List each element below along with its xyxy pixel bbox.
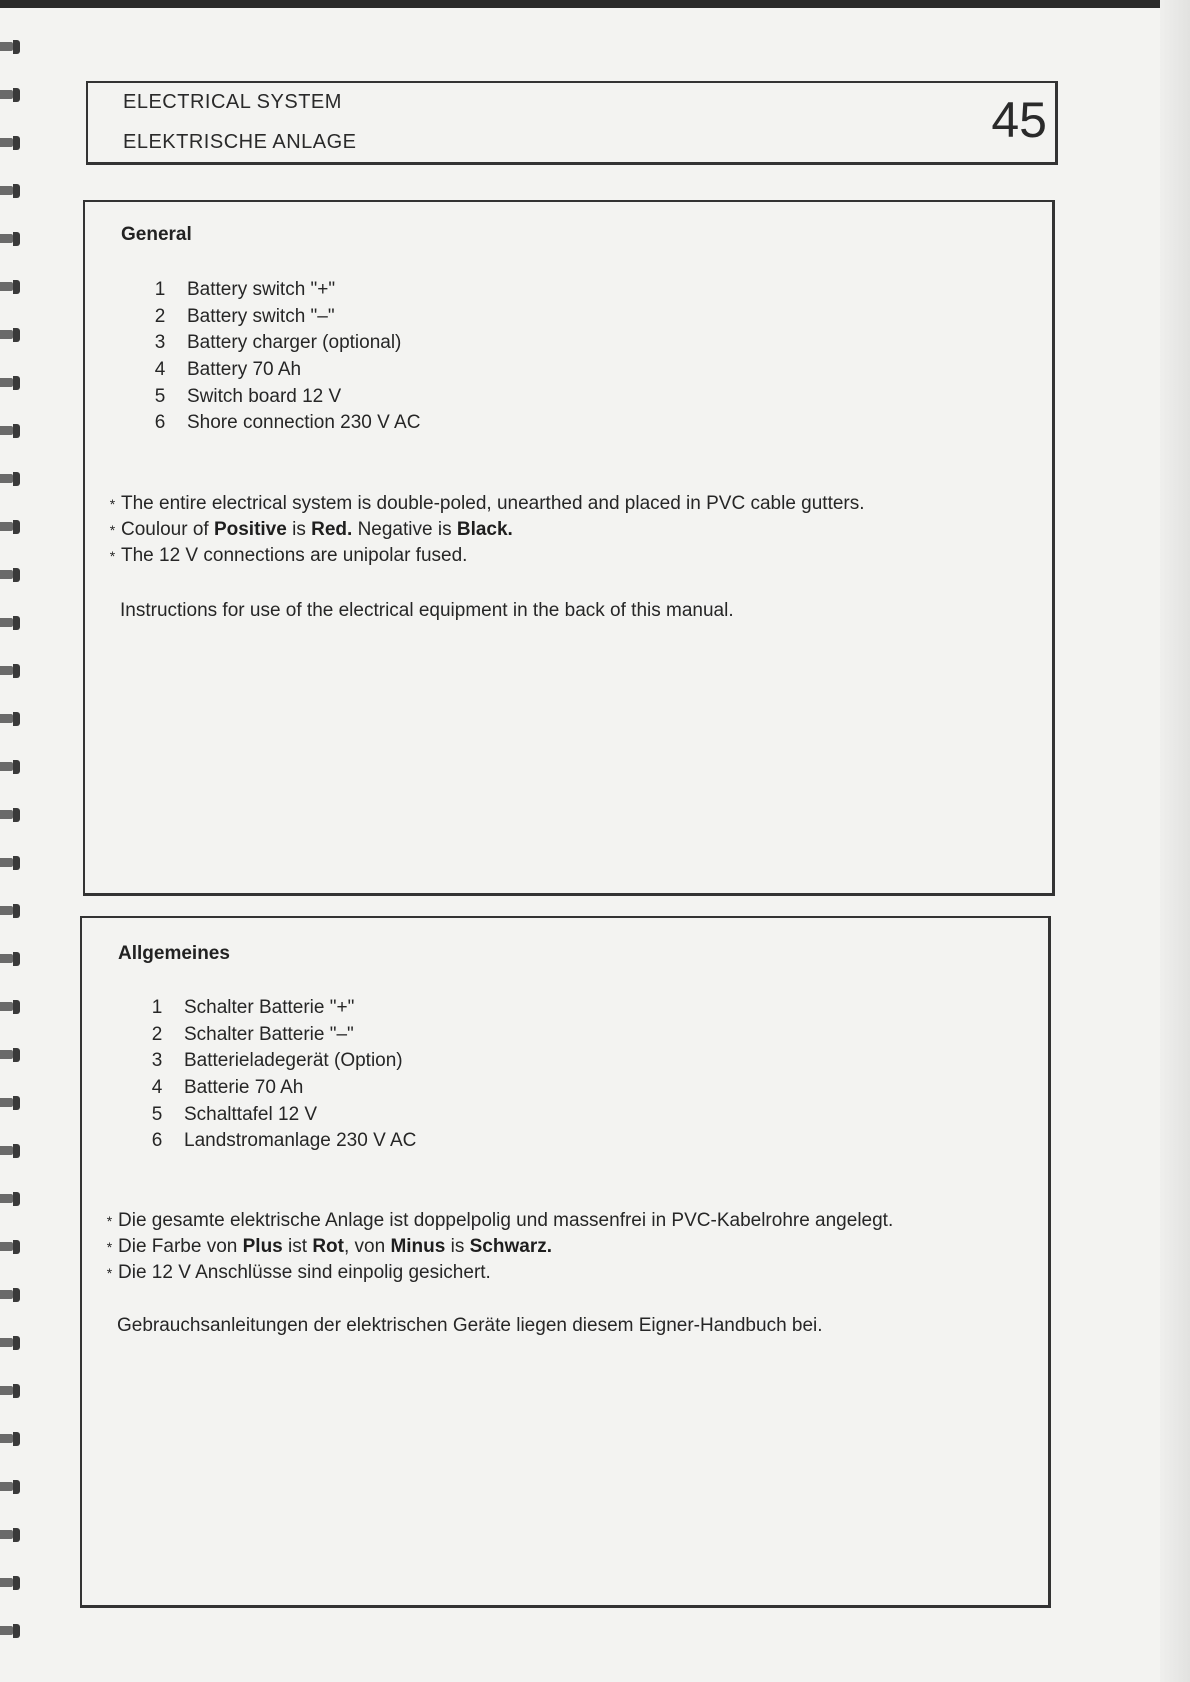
binding-ring <box>0 952 20 966</box>
binding-ring <box>0 1288 20 1302</box>
binding-ring <box>0 904 20 918</box>
list-item <box>133 277 420 304</box>
list-item <box>130 1075 416 1102</box>
binding-ring <box>0 1384 20 1398</box>
item-label: Switch board 12 V <box>187 385 342 407</box>
note-bold: Schwarz. <box>469 1236 552 1257</box>
item-number: 3 <box>151 1050 163 1072</box>
binding-ring <box>0 40 20 54</box>
note-text: ist <box>282 1236 313 1257</box>
list-item <box>130 1048 416 1075</box>
bullet-asterisk: * <box>106 1265 113 1281</box>
note-text: Coulour of <box>121 519 214 540</box>
note-bold: Rot <box>312 1236 344 1257</box>
binding-ring <box>0 1000 20 1014</box>
binding-ring <box>0 1624 20 1638</box>
binding-ring <box>0 136 20 150</box>
binding-ring <box>0 1096 20 1110</box>
note-text: Die Farbe von <box>118 1236 243 1257</box>
binding-ring <box>0 1576 20 1590</box>
list-item <box>133 330 420 357</box>
note <box>101 1260 893 1286</box>
component-list <box>130 995 416 1155</box>
item-label: Schalttafel 12 V <box>184 1103 318 1125</box>
bullet-asterisk: * <box>109 548 116 564</box>
binding-ring <box>0 568 20 582</box>
list-item <box>130 1022 416 1049</box>
bullet-asterisk: * <box>106 1239 113 1255</box>
binding-ring <box>0 88 20 102</box>
list-item <box>133 357 420 384</box>
binding-ring <box>0 808 20 822</box>
note <box>104 491 865 517</box>
binding-ring <box>0 1192 20 1206</box>
section-general <box>83 200 1055 896</box>
binding-ring <box>0 760 20 774</box>
item-number: 2 <box>154 305 166 327</box>
instruction-text: Instructions for use of the electrical equipment in the back of this manual. <box>120 600 734 621</box>
note-text: , von <box>343 1236 391 1257</box>
binding-ring <box>0 424 20 438</box>
binding-ring <box>0 1336 20 1350</box>
list-item <box>133 304 420 331</box>
note <box>101 1208 893 1234</box>
binding-ring <box>0 1480 20 1494</box>
binding-ring <box>0 520 20 534</box>
bullet-asterisk: * <box>109 522 116 538</box>
note-text: is <box>286 519 312 540</box>
notes-list <box>104 491 865 569</box>
note-bold: Black. <box>456 519 513 540</box>
list-item <box>130 1102 416 1129</box>
binding-ring <box>0 328 20 342</box>
note <box>101 1234 893 1260</box>
item-number: 3 <box>154 332 166 354</box>
binding-ring <box>0 664 20 678</box>
header-title-german: ELEKTRISCHE ANLAGE <box>123 131 357 153</box>
binding-ring <box>0 1048 20 1062</box>
item-label: Shore connection 230 V AC <box>187 412 421 434</box>
section-title: General <box>121 224 192 245</box>
header-title-english: ELECTRICAL SYSTEM <box>123 91 342 113</box>
binding-ring <box>0 856 20 870</box>
list-item <box>130 1128 416 1155</box>
note-bold: Red. <box>311 519 353 540</box>
binding-ring <box>0 472 20 486</box>
section-allgemeines <box>80 916 1051 1608</box>
note <box>104 517 865 543</box>
page-header <box>86 81 1058 165</box>
binding-ring <box>0 616 20 630</box>
item-label: Battery 70 Ah <box>187 359 302 381</box>
item-number: 5 <box>151 1103 163 1125</box>
note-bold: Plus <box>242 1236 283 1257</box>
note-bold: Positive <box>213 519 287 540</box>
item-label: Batterie 70 Ah <box>184 1077 304 1099</box>
page-number: 45 <box>991 92 1047 148</box>
binding-ring <box>0 184 20 198</box>
note-text: Negative is <box>352 519 457 540</box>
item-label: Schalter Batterie "–" <box>184 1023 354 1045</box>
note-text: The 12 V connections are unipolar fused. <box>121 545 468 566</box>
item-number: 4 <box>154 359 166 381</box>
note-text: The entire electrical system is double-poled, unearthed and placed in PVC cable gutters. <box>121 493 865 514</box>
item-number: 6 <box>151 1130 163 1152</box>
binding-ring <box>0 1528 20 1542</box>
list-item <box>133 410 420 437</box>
item-label: Battery switch "+" <box>187 279 336 300</box>
item-number: 2 <box>151 1023 163 1045</box>
spiral-binding <box>0 40 26 1670</box>
instruction-text: Gebrauchsanleitungen der elektrischen Geräte liegen diesem Eigner-Handbuch bei. <box>117 1315 823 1336</box>
binding-ring <box>0 280 20 294</box>
binding-ring <box>0 712 20 726</box>
section-title: Allgemeines <box>118 943 230 964</box>
binding-ring <box>0 1432 20 1446</box>
note-bold: Minus <box>390 1236 446 1257</box>
note-text: Die gesamte elektrische Anlage ist doppelpolig und massenfrei in PVC-Kabelrohre angelegt. <box>118 1210 894 1231</box>
list-item <box>133 384 420 411</box>
item-label: Landstromanlage 230 V AC <box>184 1130 417 1152</box>
notes-list <box>101 1208 893 1286</box>
note-text: Die 12 V Anschlüsse sind einpolig gesichert. <box>118 1262 491 1283</box>
item-label: Battery switch "–" <box>187 305 335 327</box>
binding-ring <box>0 1240 20 1254</box>
note <box>104 543 865 569</box>
binding-ring <box>0 376 20 390</box>
item-number: 6 <box>154 412 166 434</box>
page-right-edge <box>1160 0 1190 1682</box>
item-number: 4 <box>151 1077 163 1099</box>
item-number: 1 <box>154 279 166 300</box>
scan-top-edge <box>0 0 1190 8</box>
bullet-asterisk: * <box>109 496 116 512</box>
binding-ring <box>0 1144 20 1158</box>
binding-ring <box>0 232 20 246</box>
item-label: Batterieladegerät (Option) <box>184 1050 403 1072</box>
item-label: Schalter Batterie "+" <box>184 997 355 1018</box>
item-number: 5 <box>154 385 166 407</box>
bullet-asterisk: * <box>106 1213 113 1229</box>
item-label: Battery charger (optional) <box>187 332 402 354</box>
note-text: is <box>445 1236 470 1257</box>
item-number: 1 <box>151 997 163 1018</box>
list-item <box>130 995 416 1022</box>
component-list <box>133 277 420 437</box>
